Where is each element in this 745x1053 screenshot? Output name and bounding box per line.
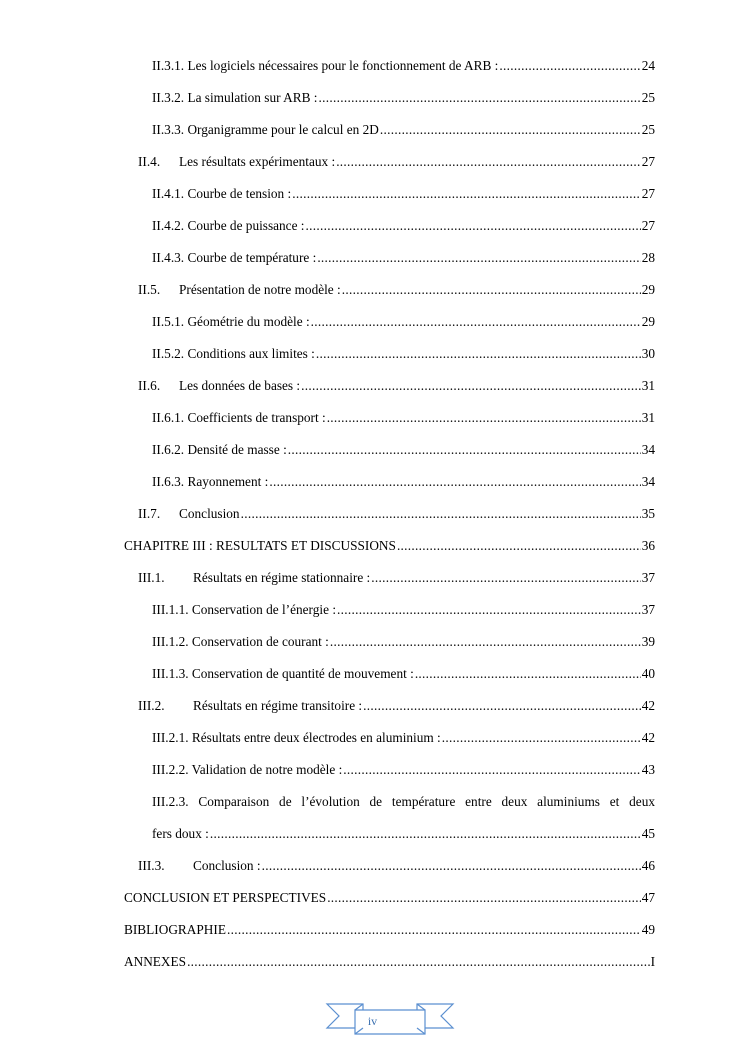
toc-entry-page: 39 — [641, 634, 655, 649]
toc-entry[interactable] — [0, 153, 745, 170]
toc-entry[interactable] — [0, 729, 745, 746]
toc-entry[interactable] — [0, 89, 745, 106]
toc-dot-leader — [241, 505, 641, 522]
toc-entry[interactable] — [0, 281, 745, 298]
toc-list — [0, 57, 745, 778]
toc-dot-leader — [380, 121, 641, 138]
table-of-contents — [0, 57, 745, 985]
toc-dot-leader — [327, 409, 641, 426]
toc-entry-page: 24 — [641, 58, 655, 73]
toc-entry[interactable] — [0, 121, 745, 138]
toc-entry-page: 45 — [641, 826, 655, 841]
toc-entry-number: III.1. — [138, 570, 165, 585]
toc-dot-leader — [292, 185, 640, 202]
toc-dot-leader — [210, 825, 641, 842]
page-footer — [0, 998, 745, 1038]
toc-entry-page: 28 — [641, 250, 655, 265]
toc-dot-leader — [330, 633, 641, 650]
toc-entry-title: II.6.3. Rayonnement : — [152, 474, 269, 489]
toc-entry[interactable] — [0, 601, 745, 618]
toc-entry-title: Conclusion : — [193, 858, 261, 873]
toc-entry-wrapped[interactable] — [0, 793, 745, 842]
toc-entry[interactable] — [0, 921, 745, 938]
toc-dot-leader — [187, 953, 650, 970]
toc-entry[interactable] — [0, 57, 745, 74]
toc-entry[interactable] — [0, 505, 745, 522]
toc-entry-number: II.7. — [138, 506, 161, 521]
toc-entry-page: 47 — [641, 890, 655, 905]
toc-entry-page: 36 — [641, 538, 655, 553]
toc-dot-leader — [311, 313, 641, 330]
toc-entry-title: II.5.1. Géométrie du modèle : — [152, 314, 310, 329]
toc-dot-leader — [343, 761, 640, 778]
toc-entry-page: 37 — [641, 602, 655, 617]
toc-entry-page: 31 — [641, 410, 655, 425]
toc-entry-title: II.4.3. Courbe de température : — [152, 250, 317, 265]
toc-entry[interactable] — [0, 185, 745, 202]
toc-entry[interactable] — [0, 217, 745, 234]
toc-entry-title: Résultats en régime stationnaire : — [193, 570, 371, 585]
toc-entry-title-line1: III.2.3. Comparaison de l’évolution de température entre deux aluminiums et deux — [152, 794, 655, 809]
toc-entry[interactable] — [0, 889, 745, 906]
toc-entry[interactable] — [0, 697, 745, 714]
toc-entry-page: 49 — [641, 922, 655, 937]
toc-entry-title: Conclusion — [179, 506, 240, 521]
toc-entry-title: III.2.2. Validation de notre modèle : — [152, 762, 343, 777]
toc-dot-leader — [363, 697, 641, 714]
toc-entry-title: Résultats en régime transitoire : — [193, 698, 363, 713]
toc-dot-leader — [262, 857, 641, 874]
toc-entry[interactable] — [0, 249, 745, 266]
toc-entry-title: Les résultats expérimentaux : — [179, 154, 336, 169]
toc-dot-leader — [306, 217, 641, 234]
toc-entry-title: Les données de bases : — [179, 378, 301, 393]
toc-entry[interactable] — [0, 665, 745, 682]
toc-entry[interactable] — [0, 953, 745, 970]
toc-entry-title: III.1.1. Conservation de l’énergie : — [152, 602, 337, 617]
toc-dot-leader — [337, 601, 641, 618]
toc-dot-leader — [301, 377, 641, 394]
toc-entry[interactable] — [0, 857, 745, 874]
toc-dot-leader — [316, 345, 641, 362]
toc-entry-page: 34 — [641, 442, 655, 457]
toc-dot-leader — [371, 569, 640, 586]
toc-entry-page: 46 — [641, 858, 655, 873]
toc-entry-title-line2: fers doux : — [152, 826, 209, 841]
toc-dot-leader — [415, 665, 641, 682]
toc-entry[interactable] — [0, 441, 745, 458]
toc-entry-title: II.5.2. Conditions aux limites : — [152, 346, 315, 361]
toc-entry-title: II.3.1. Les logiciels nécessaires pour le fonctionnement de ARB : — [152, 58, 499, 73]
toc-dot-leader — [269, 473, 640, 490]
toc-entry[interactable] — [0, 313, 745, 330]
toc-entry-number: II.6. — [138, 378, 161, 393]
toc-entry-title: II.3.2. La simulation sur ARB : — [152, 90, 318, 105]
toc-entry-page: 29 — [641, 314, 655, 329]
toc-entry-page: 27 — [641, 154, 655, 169]
toc-tail-list — [0, 857, 745, 970]
toc-entry-page: 42 — [641, 698, 655, 713]
toc-entry-page: 42 — [641, 730, 655, 745]
toc-entry-page: 35 — [641, 506, 655, 521]
toc-entry[interactable] — [0, 761, 745, 778]
toc-entry[interactable] — [0, 345, 745, 362]
toc-entry-page: 27 — [641, 218, 655, 233]
toc-dot-leader — [288, 441, 641, 458]
toc-entry-number: II.5. — [138, 282, 161, 297]
toc-entry-page: 43 — [641, 762, 655, 777]
toc-entry-title: II.6.1. Coefficients de transport : — [152, 410, 326, 425]
toc-entry[interactable] — [0, 569, 745, 586]
toc-entry-page: I — [650, 954, 655, 969]
toc-entry-number: II.4. — [138, 154, 161, 169]
toc-entry-title: II.4.2. Courbe de puissance : — [152, 218, 305, 233]
toc-entry-title: II.3.3. Organigramme pour le calcul en 2D — [152, 122, 379, 137]
toc-entry[interactable] — [0, 409, 745, 426]
toc-entry[interactable] — [0, 633, 745, 650]
toc-entry-title: ANNEXES — [124, 954, 187, 969]
toc-entry-page: 31 — [641, 378, 655, 393]
toc-entry-page: 40 — [641, 666, 655, 681]
toc-entry-title: II.6.2. Densité de masse : — [152, 442, 287, 457]
toc-entry[interactable] — [0, 473, 745, 490]
toc-entry-title: Présentation de notre modèle : — [179, 282, 341, 297]
toc-entry-title: BIBLIOGRAPHIE — [124, 922, 226, 937]
toc-entry-title: III.1.3. Conservation de quantité de mouvement : — [152, 666, 414, 681]
toc-dot-leader — [327, 889, 641, 906]
toc-entry-title: III.2.1. Résultats entre deux électrodes en aluminium : — [152, 730, 441, 745]
toc-entry-page: 30 — [641, 346, 655, 361]
toc-entry-page: 25 — [641, 122, 655, 137]
toc-entry-title: CONCLUSION ET PERSPECTIVES — [124, 890, 327, 905]
toc-dot-leader — [318, 89, 640, 106]
toc-entry-title: III.1.2. Conservation de courant : — [152, 634, 329, 649]
toc-entry-number: III.2. — [138, 698, 165, 713]
toc-entry-page: 29 — [641, 282, 655, 297]
toc-entry[interactable] — [0, 537, 745, 554]
toc-entry-page: 37 — [641, 570, 655, 585]
toc-dot-leader — [342, 281, 641, 298]
toc-dot-leader — [442, 729, 641, 746]
toc-entry-second-line — [152, 825, 655, 842]
toc-dot-leader — [397, 537, 641, 554]
toc-dot-leader — [227, 921, 641, 938]
toc-dot-leader — [499, 57, 640, 74]
toc-entry-title: II.4.1. Courbe de tension : — [152, 186, 292, 201]
toc-dot-leader — [317, 249, 640, 266]
toc-entry-number: III.3. — [138, 858, 165, 873]
toc-entry-page: 27 — [641, 186, 655, 201]
toc-entry-title: CHAPITRE III : RESULTATS ET DISCUSSIONS — [124, 538, 396, 553]
toc-entry-page: 25 — [641, 90, 655, 105]
toc-entry-page: 34 — [641, 474, 655, 489]
page-number: iv — [367, 1014, 378, 1028]
toc-dot-leader — [336, 153, 641, 170]
toc-entry[interactable] — [0, 377, 745, 394]
